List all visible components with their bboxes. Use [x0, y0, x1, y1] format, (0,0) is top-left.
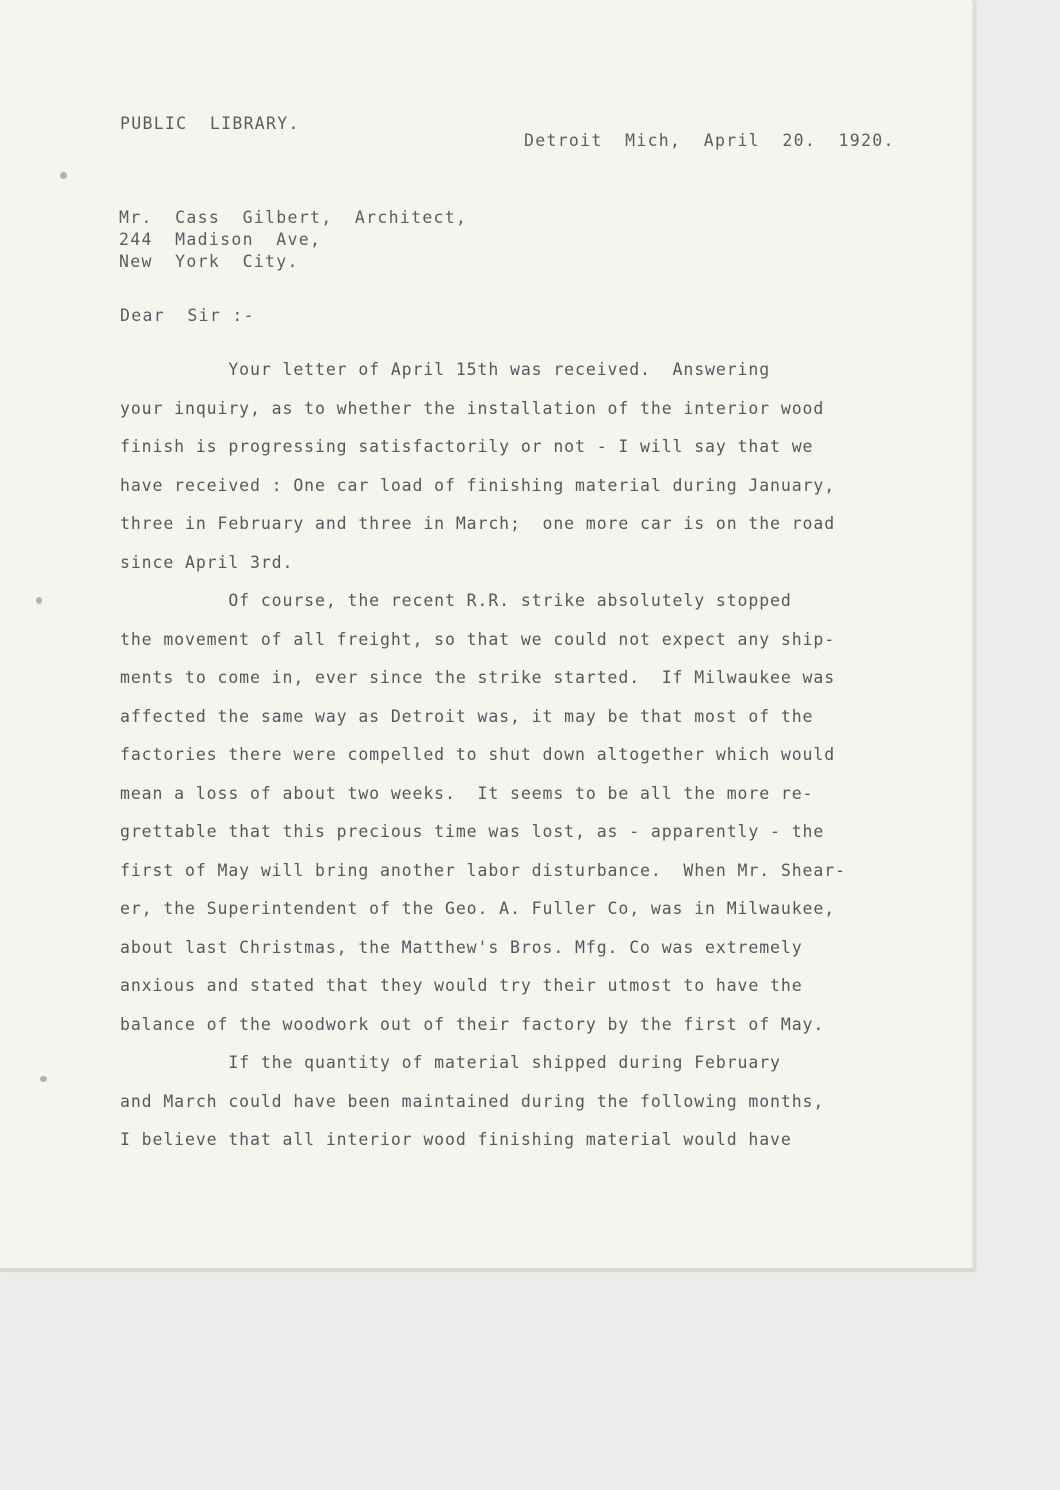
body-line: affected the same way as Detroit was, it may be that most of the: [120, 707, 814, 726]
body-line: have received : One car load of finishing material during January,: [120, 476, 836, 495]
recipient-street: 244 Madison Ave,: [119, 230, 322, 249]
body-line: first of May will bring another labor disturbance. When Mr. Shear-: [120, 861, 846, 880]
body-line: Your letter of April 15th was received. Answering: [120, 360, 771, 379]
body-line: grettable that this precious time was lost, as - apparently - the: [120, 822, 825, 841]
letterhead: PUBLIC LIBRARY.: [120, 114, 300, 133]
body-line: finish is progressing satisfactorily or not - I will say that we: [120, 437, 814, 456]
body-line: er, the Superintendent of the Geo. A. Fuller Co, was in Milwaukee,: [120, 899, 836, 918]
body-line: mean a loss of about two weeks. It seems to be all the more re-: [120, 784, 814, 803]
sheet-edge: [972, 0, 975, 1270]
body-line: about last Christmas, the Matthew's Bros. Mfg. Co was extremely: [120, 938, 803, 957]
paper-blemish: [36, 597, 42, 604]
date-line: Detroit Mich, April 20. 1920.: [524, 131, 895, 150]
body-line: the movement of all freight, so that we could not expect any ship-: [120, 630, 836, 649]
body-line: If the quantity of material shipped during February: [120, 1053, 781, 1072]
body-line: three in February and three in March; one more car is on the road: [120, 514, 836, 533]
paper-blemish: [60, 172, 67, 179]
body-line: I believe that all interior wood finishing material would have: [120, 1130, 792, 1149]
body-line: anxious and stated that they would try their utmost to have the: [120, 976, 803, 995]
body-line: Of course, the recent R.R. strike absolutely stopped: [120, 591, 792, 610]
sheet-bottom-edge: [0, 1268, 975, 1272]
body-line: and March could have been maintained during the following months,: [120, 1092, 825, 1111]
salutation: Dear Sir :-: [120, 306, 255, 325]
recipient-city: New York City.: [119, 252, 299, 271]
body-line: factories there were compelled to shut down altogether which would: [120, 745, 836, 764]
body-line: ments to come in, ever since the strike started. If Milwaukee was: [120, 668, 836, 687]
body-line: balance of the woodwork out of their factory by the first of May.: [120, 1015, 825, 1034]
body-line: since April 3rd.: [120, 553, 294, 572]
paper-blemish: [40, 1076, 47, 1082]
recipient-name: Mr. Cass Gilbert, Architect,: [119, 208, 468, 227]
body-line: your inquiry, as to whether the installation of the interior wood: [120, 399, 825, 418]
